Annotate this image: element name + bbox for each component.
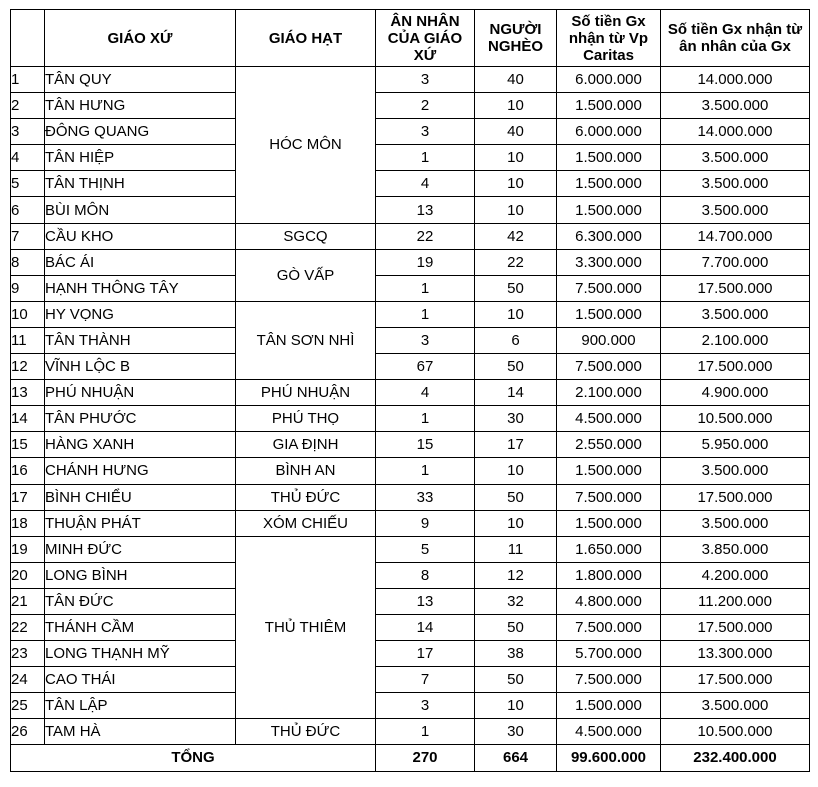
row-number: 16 [11, 458, 45, 484]
poor-count: 10 [475, 693, 557, 719]
parish-name: MINH ĐỨC [45, 536, 236, 562]
total-label: TỔNG [11, 745, 376, 771]
table-row [11, 432, 810, 458]
amount-from-benefactors: 13.300.000 [661, 641, 810, 667]
poor-count: 42 [475, 223, 557, 249]
amount-from-benefactors: 2.100.000 [661, 327, 810, 353]
amount-from-benefactors: 14.000.000 [661, 119, 810, 145]
benefactors-count: 1 [376, 406, 475, 432]
table-row [11, 719, 810, 745]
benefactors-count: 1 [376, 719, 475, 745]
poor-count: 11 [475, 536, 557, 562]
amount-from-benefactors: 17.500.000 [661, 354, 810, 380]
parish-name: BÙI MÔN [45, 197, 236, 223]
poor-count: 22 [475, 249, 557, 275]
table-row [11, 145, 810, 171]
table-row [11, 641, 810, 667]
parish-name: VĨNH LỘC B [45, 354, 236, 380]
deanery-name: HÓC MÔN [236, 67, 376, 224]
header-benefactors: ÂN NHÂN CỦA GIÁO XỨ [376, 10, 475, 67]
amount-from-benefactors: 4.200.000 [661, 562, 810, 588]
amount-from-caritas: 1.800.000 [557, 562, 661, 588]
deanery-name: SGCQ [236, 223, 376, 249]
header-row [11, 10, 810, 67]
amount-from-benefactors: 10.500.000 [661, 719, 810, 745]
deanery-name: TÂN SƠN NHÌ [236, 301, 376, 379]
table-row [11, 223, 810, 249]
benefactors-count: 2 [376, 93, 475, 119]
header-poor: NGƯỜI NGHÈO [475, 10, 557, 67]
row-number: 13 [11, 380, 45, 406]
amount-from-caritas: 7.500.000 [557, 275, 661, 301]
table-row [11, 67, 810, 93]
poor-count: 50 [475, 354, 557, 380]
benefactors-count: 3 [376, 67, 475, 93]
poor-count: 32 [475, 588, 557, 614]
poor-count: 50 [475, 667, 557, 693]
poor-count: 40 [475, 67, 557, 93]
parish-name: CẦU KHO [45, 223, 236, 249]
benefactors-count: 15 [376, 432, 475, 458]
benefactors-count: 1 [376, 145, 475, 171]
table-row [11, 510, 810, 536]
poor-count: 10 [475, 145, 557, 171]
row-number: 8 [11, 249, 45, 275]
parish-name: TÂN HIỆP [45, 145, 236, 171]
amount-from-benefactors: 3.500.000 [661, 171, 810, 197]
table-row [11, 171, 810, 197]
benefactors-count: 4 [376, 380, 475, 406]
row-number: 15 [11, 432, 45, 458]
table-row [11, 536, 810, 562]
poor-count: 30 [475, 719, 557, 745]
poor-count: 6 [475, 327, 557, 353]
table-row [11, 484, 810, 510]
benefactors-count: 8 [376, 562, 475, 588]
benefactors-count: 17 [376, 641, 475, 667]
poor-count: 10 [475, 197, 557, 223]
amount-from-benefactors: 3.500.000 [661, 510, 810, 536]
total-from-benefactors: 232.400.000 [661, 745, 810, 771]
row-number: 4 [11, 145, 45, 171]
table-row [11, 588, 810, 614]
parish-name: TÂN PHƯỚC [45, 406, 236, 432]
poor-count: 50 [475, 275, 557, 301]
amount-from-benefactors: 17.500.000 [661, 614, 810, 640]
row-number: 23 [11, 641, 45, 667]
parish-name: HY VỌNG [45, 301, 236, 327]
row-number: 10 [11, 301, 45, 327]
poor-count: 40 [475, 119, 557, 145]
benefactors-count: 1 [376, 301, 475, 327]
benefactors-count: 9 [376, 510, 475, 536]
row-number: 19 [11, 536, 45, 562]
table-row [11, 275, 810, 301]
deanery-name: THỦ ĐỨC [236, 484, 376, 510]
poor-count: 10 [475, 510, 557, 536]
header-from-caritas: Số tiền Gx nhận từ Vp Caritas [557, 10, 661, 67]
poor-count: 14 [475, 380, 557, 406]
row-number: 21 [11, 588, 45, 614]
amount-from-caritas: 5.700.000 [557, 641, 661, 667]
amount-from-caritas: 7.500.000 [557, 667, 661, 693]
parish-name: BÁC ÁI [45, 249, 236, 275]
poor-count: 10 [475, 458, 557, 484]
table-row [11, 667, 810, 693]
row-number: 6 [11, 197, 45, 223]
total-benefactors: 270 [376, 745, 475, 771]
row-number: 25 [11, 693, 45, 719]
table-row [11, 380, 810, 406]
benefactors-count: 4 [376, 171, 475, 197]
row-number: 18 [11, 510, 45, 536]
deanery-name: GÒ VẤP [236, 249, 376, 301]
poor-count: 10 [475, 301, 557, 327]
parish-name: HẠNH THÔNG TÂY [45, 275, 236, 301]
table-row [11, 197, 810, 223]
deanery-name: PHÚ NHUẬN [236, 380, 376, 406]
parish-name: CAO THÁI [45, 667, 236, 693]
amount-from-caritas: 1.500.000 [557, 301, 661, 327]
parish-name: BÌNH CHIỂU [45, 484, 236, 510]
row-number: 22 [11, 614, 45, 640]
table-row [11, 458, 810, 484]
deanery-name: THỦ THIÊM [236, 536, 376, 719]
amount-from-caritas: 1.500.000 [557, 510, 661, 536]
amount-from-caritas: 1.500.000 [557, 458, 661, 484]
parish-name: TÂN QUY [45, 67, 236, 93]
amount-from-caritas: 7.500.000 [557, 484, 661, 510]
header-no [11, 10, 45, 67]
header-deanery: GIÁO HẠT [236, 10, 376, 67]
benefactors-count: 3 [376, 327, 475, 353]
amount-from-caritas: 7.500.000 [557, 614, 661, 640]
amount-from-benefactors: 3.500.000 [661, 93, 810, 119]
benefactors-count: 1 [376, 275, 475, 301]
poor-count: 38 [475, 641, 557, 667]
benefactors-count: 1 [376, 458, 475, 484]
amount-from-benefactors: 3.500.000 [661, 693, 810, 719]
parish-name: LONG BÌNH [45, 562, 236, 588]
parish-name: TÂN LẬP [45, 693, 236, 719]
benefactors-count: 33 [376, 484, 475, 510]
deanery-name: BÌNH AN [236, 458, 376, 484]
row-number: 11 [11, 327, 45, 353]
total-poor: 664 [475, 745, 557, 771]
benefactors-count: 14 [376, 614, 475, 640]
amount-from-benefactors: 14.700.000 [661, 223, 810, 249]
row-number: 1 [11, 67, 45, 93]
amount-from-caritas: 900.000 [557, 327, 661, 353]
amount-from-caritas: 4.800.000 [557, 588, 661, 614]
row-number: 14 [11, 406, 45, 432]
amount-from-benefactors: 3.500.000 [661, 145, 810, 171]
amount-from-caritas: 1.500.000 [557, 145, 661, 171]
row-number: 2 [11, 93, 45, 119]
deanery-name: GIA ĐỊNH [236, 432, 376, 458]
table-row [11, 93, 810, 119]
benefactors-count: 19 [376, 249, 475, 275]
benefactors-count: 5 [376, 536, 475, 562]
amount-from-caritas: 6.000.000 [557, 67, 661, 93]
amount-from-benefactors: 17.500.000 [661, 484, 810, 510]
table-row [11, 327, 810, 353]
amount-from-caritas: 2.550.000 [557, 432, 661, 458]
amount-from-benefactors: 3.850.000 [661, 536, 810, 562]
amount-from-benefactors: 5.950.000 [661, 432, 810, 458]
table-row [11, 406, 810, 432]
parish-summary-table [10, 9, 810, 772]
amount-from-caritas: 3.300.000 [557, 249, 661, 275]
benefactors-count: 3 [376, 693, 475, 719]
poor-count: 50 [475, 614, 557, 640]
parish-name: THUẬN PHÁT [45, 510, 236, 536]
benefactors-count: 67 [376, 354, 475, 380]
amount-from-benefactors: 3.500.000 [661, 197, 810, 223]
table-row [11, 562, 810, 588]
amount-from-caritas: 1.650.000 [557, 536, 661, 562]
amount-from-caritas: 4.500.000 [557, 406, 661, 432]
table-row [11, 693, 810, 719]
parish-name: TAM HÀ [45, 719, 236, 745]
row-number: 9 [11, 275, 45, 301]
benefactors-count: 7 [376, 667, 475, 693]
benefactors-count: 13 [376, 197, 475, 223]
row-number: 3 [11, 119, 45, 145]
amount-from-benefactors: 3.500.000 [661, 301, 810, 327]
row-number: 7 [11, 223, 45, 249]
table-row [11, 119, 810, 145]
header-from-benefactors: Số tiền Gx nhận từ ân nhân của Gx [661, 10, 810, 67]
benefactors-count: 3 [376, 119, 475, 145]
amount-from-benefactors: 14.000.000 [661, 67, 810, 93]
amount-from-caritas: 7.500.000 [557, 354, 661, 380]
amount-from-caritas: 1.500.000 [557, 171, 661, 197]
table-row [11, 301, 810, 327]
parish-name: TÂN THÀNH [45, 327, 236, 353]
amount-from-benefactors: 10.500.000 [661, 406, 810, 432]
amount-from-benefactors: 11.200.000 [661, 588, 810, 614]
row-number: 26 [11, 719, 45, 745]
poor-count: 10 [475, 171, 557, 197]
parish-name: LONG THẠNH MỸ [45, 641, 236, 667]
parish-name: TÂN THỊNH [45, 171, 236, 197]
parish-name: PHÚ NHUẬN [45, 380, 236, 406]
poor-count: 10 [475, 93, 557, 119]
parish-name: TÂN ĐỨC [45, 588, 236, 614]
amount-from-caritas: 1.500.000 [557, 197, 661, 223]
amount-from-benefactors: 4.900.000 [661, 380, 810, 406]
table-row [11, 249, 810, 275]
parish-name: TÂN HƯNG [45, 93, 236, 119]
table-row [11, 354, 810, 380]
amount-from-caritas: 1.500.000 [557, 93, 661, 119]
table-row [11, 614, 810, 640]
row-number: 24 [11, 667, 45, 693]
table-body [11, 67, 810, 745]
total-row [11, 745, 810, 771]
amount-from-benefactors: 17.500.000 [661, 667, 810, 693]
benefactors-count: 13 [376, 588, 475, 614]
total-from-caritas: 99.600.000 [557, 745, 661, 771]
amount-from-benefactors: 7.700.000 [661, 249, 810, 275]
row-number: 17 [11, 484, 45, 510]
deanery-name: THỦ ĐỨC [236, 719, 376, 745]
amount-from-benefactors: 3.500.000 [661, 458, 810, 484]
parish-name: THÁNH CẦM [45, 614, 236, 640]
amount-from-benefactors: 17.500.000 [661, 275, 810, 301]
amount-from-caritas: 4.500.000 [557, 719, 661, 745]
deanery-name: XÓM CHIẾU [236, 510, 376, 536]
header-parish: GIÁO XỨ [45, 10, 236, 67]
poor-count: 12 [475, 562, 557, 588]
parish-name: HÀNG XANH [45, 432, 236, 458]
poor-count: 17 [475, 432, 557, 458]
amount-from-caritas: 6.000.000 [557, 119, 661, 145]
benefactors-count: 22 [376, 223, 475, 249]
row-number: 20 [11, 562, 45, 588]
amount-from-caritas: 1.500.000 [557, 693, 661, 719]
parish-name: CHÁNH HƯNG [45, 458, 236, 484]
parish-name: ĐÔNG QUANG [45, 119, 236, 145]
row-number: 5 [11, 171, 45, 197]
deanery-name: PHÚ THỌ [236, 406, 376, 432]
amount-from-caritas: 2.100.000 [557, 380, 661, 406]
amount-from-caritas: 6.300.000 [557, 223, 661, 249]
poor-count: 30 [475, 406, 557, 432]
row-number: 12 [11, 354, 45, 380]
poor-count: 50 [475, 484, 557, 510]
